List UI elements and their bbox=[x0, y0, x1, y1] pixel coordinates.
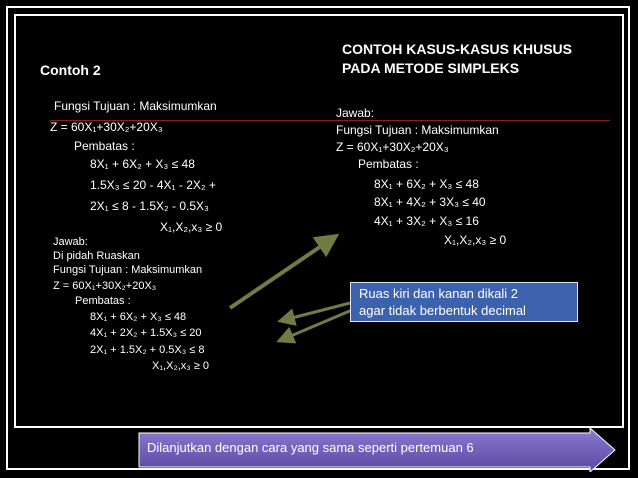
right-objective-label: Fungsi Tujuan : Maksimumkan bbox=[336, 123, 499, 137]
left-objective: Z = 60X₁+30X₂+20X₃ bbox=[50, 120, 163, 134]
banner-text: Dilanjutkan dengan cara yang sama seperti pertemuan 6 bbox=[147, 440, 474, 455]
left-nonnegativity: X₁,X₂,x₃ ≥ 0 bbox=[160, 220, 223, 234]
left-answer-note: Di pidah Ruaskan bbox=[53, 250, 140, 262]
slide-title-line-2: PADA METODE SIMPLEKS bbox=[342, 60, 520, 76]
callout-line-1: Ruas kiri dan kanan dikali 2 bbox=[359, 286, 518, 301]
left-answer-constraint-3: 2X₁ + 1.5X₂ + 0.5X₃ ≤ 8 bbox=[90, 344, 205, 356]
arrow-to-right-solution bbox=[230, 236, 336, 308]
left-answer-label: Jawab: bbox=[53, 236, 88, 248]
arrow-to-constraint-2 bbox=[280, 303, 350, 321]
arrow-to-constraint-3 bbox=[279, 310, 352, 341]
left-answer-constraint-2: 4X₁ + 2X₂ + 1.5X₃ ≤ 20 bbox=[90, 327, 202, 339]
left-constraints-label: Pembatas : bbox=[74, 139, 135, 153]
right-constraint-2: 8X₁ + 4X₂ + 3X₃ ≤ 40 bbox=[374, 195, 486, 209]
right-answer-label: Jawab: bbox=[336, 106, 375, 120]
left-answer-objective-label: Fungsi Tujuan : Maksimumkan bbox=[53, 264, 203, 276]
callout-line-2: agar tidak berbentuk decimal bbox=[359, 303, 526, 318]
left-constraint-3: 2X₁ ≤ 8 - 1.5X₂ - 0.5X₃ bbox=[90, 199, 209, 213]
left-objective-label: Fungsi Tujuan : Maksimumkan bbox=[54, 99, 217, 113]
right-nonnegativity: X₁,X₂,x₃ ≥ 0 bbox=[444, 233, 507, 247]
right-objective: Z = 60X₁+30X₂+20X₃ bbox=[336, 140, 449, 154]
decimal-callout-box bbox=[350, 282, 578, 322]
left-answer-nonnegativity: X₁,X₂,x₃ ≥ 0 bbox=[152, 360, 210, 372]
left-answer-constraint-1: 8X₁ + 6X₂ + X₃ ≤ 48 bbox=[90, 311, 187, 323]
right-constraint-3: 4X₁ + 3X₂ + X₃ ≤ 16 bbox=[374, 214, 479, 228]
left-answer-objective: Z = 60X₁+30X₂+20X₃ bbox=[53, 280, 157, 292]
slide-title-line-1: CONTOH KASUS-KASUS KHUSUS bbox=[342, 41, 572, 57]
left-constraint-2: 1.5X₃ ≤ 20 - 4X₁ - 2X₂ + bbox=[90, 178, 216, 192]
left-answer-constraints-label: Pembatas : bbox=[75, 295, 131, 307]
slide-subtitle: Contoh 2 bbox=[40, 62, 101, 78]
left-constraint-1: 8X₁ + 6X₂ + X₃ ≤ 48 bbox=[90, 157, 195, 171]
right-constraint-1: 8X₁ + 6X₂ + X₃ ≤ 48 bbox=[374, 177, 479, 191]
right-constraints-label: Pembatas : bbox=[358, 157, 419, 171]
